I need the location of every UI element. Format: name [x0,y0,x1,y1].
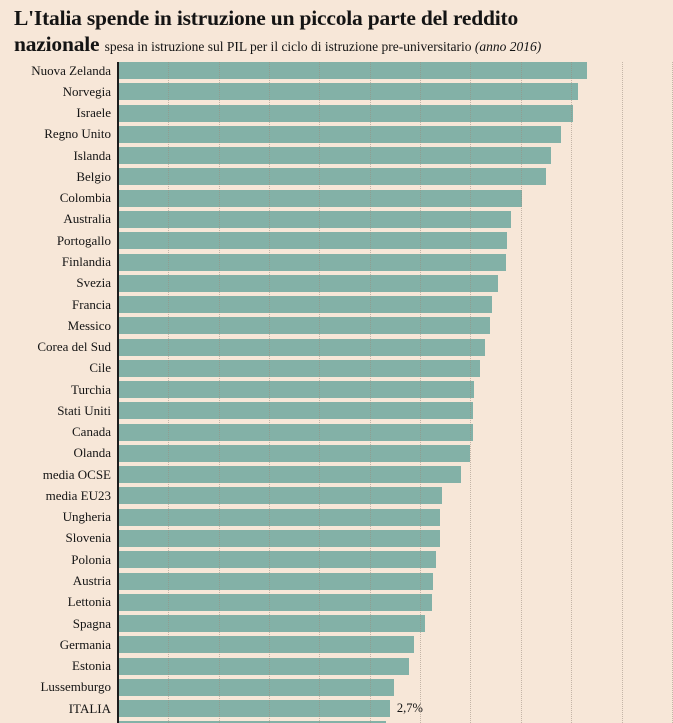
country-label: Slovenia [65,530,111,546]
gridline [269,62,270,723]
bar [118,296,492,313]
bar [118,487,442,504]
country-label: Regno Unito [44,126,111,142]
value-label: 2,7% [396,701,423,716]
country-label: Islanda [73,147,111,163]
chart-header [14,5,667,60]
country-label: Francia [72,296,111,312]
gridline [219,62,220,723]
bar [118,679,394,696]
country-label: Lettonia [67,594,111,610]
bar [118,509,440,526]
chart-subtitle [105,39,542,54]
country-label: Nuova Zelanda [31,62,111,78]
country-label: media EU23 [45,487,111,503]
country-label: Olanda [73,445,111,461]
bar [118,211,511,228]
bar [118,254,506,271]
bar [118,168,546,185]
bar [118,105,573,122]
bar [118,83,578,100]
country-label: Ungheria [62,509,111,525]
country-label: Canada [72,424,111,440]
gridline [319,62,320,723]
bar-chart [0,60,673,723]
bar [118,147,551,164]
country-label: Corea del Sud [37,339,111,355]
bar [118,126,561,143]
chart-title-line2: nazionale [14,32,100,56]
bar [118,530,440,547]
bar [118,360,480,377]
country-label: Turchia [71,381,111,397]
bar [118,551,436,568]
country-label: Austria [72,573,111,588]
country-label: Spagna [72,615,111,631]
country-label: Australia [63,211,111,227]
country-label: Lussemburgo [40,679,111,695]
country-label: Norvegia [62,83,111,99]
bar [118,232,507,249]
chart-title [14,5,667,60]
bar [118,445,470,462]
gridline [521,62,522,723]
bar [118,700,390,717]
country-label: Colombia [59,190,111,206]
bar [118,62,587,79]
country-label: Germania [59,636,111,652]
gridline [420,62,421,723]
bar [118,615,425,632]
country-label: Estonia [72,658,111,674]
country-label: Stati Uniti [57,402,111,418]
chart-subtitle-text: spesa in istruzione sul PIL per il ciclo di istruzione pre-universitario [104,39,472,54]
gridline [168,62,169,723]
chart-subtitle-year: (anno 2016) [474,39,542,54]
gridline [370,62,371,723]
bar [118,573,433,590]
country-label: Messico [67,317,111,333]
country-label: Finlandia [61,254,111,270]
bar [118,275,498,292]
bar [118,317,490,334]
country-label: Israele [76,105,111,121]
bar [118,466,461,483]
country-label: Cile [89,360,111,376]
country-label: ITALIA [68,700,111,716]
bar [118,658,409,675]
y-axis-line [117,62,119,723]
country-label: Svezia [76,275,111,291]
gridline [571,62,572,723]
bar [118,339,485,356]
country-label: Portogallo [56,232,111,248]
country-label: Belgio [76,168,111,184]
chart-title-line1: L'Italia spende in istruzione un piccola parte del reddito [14,6,519,30]
gridline [622,62,623,723]
bar [118,594,432,611]
gridline [470,62,471,723]
country-label: Polonia [71,551,111,567]
country-label: media OCSE [42,466,111,482]
